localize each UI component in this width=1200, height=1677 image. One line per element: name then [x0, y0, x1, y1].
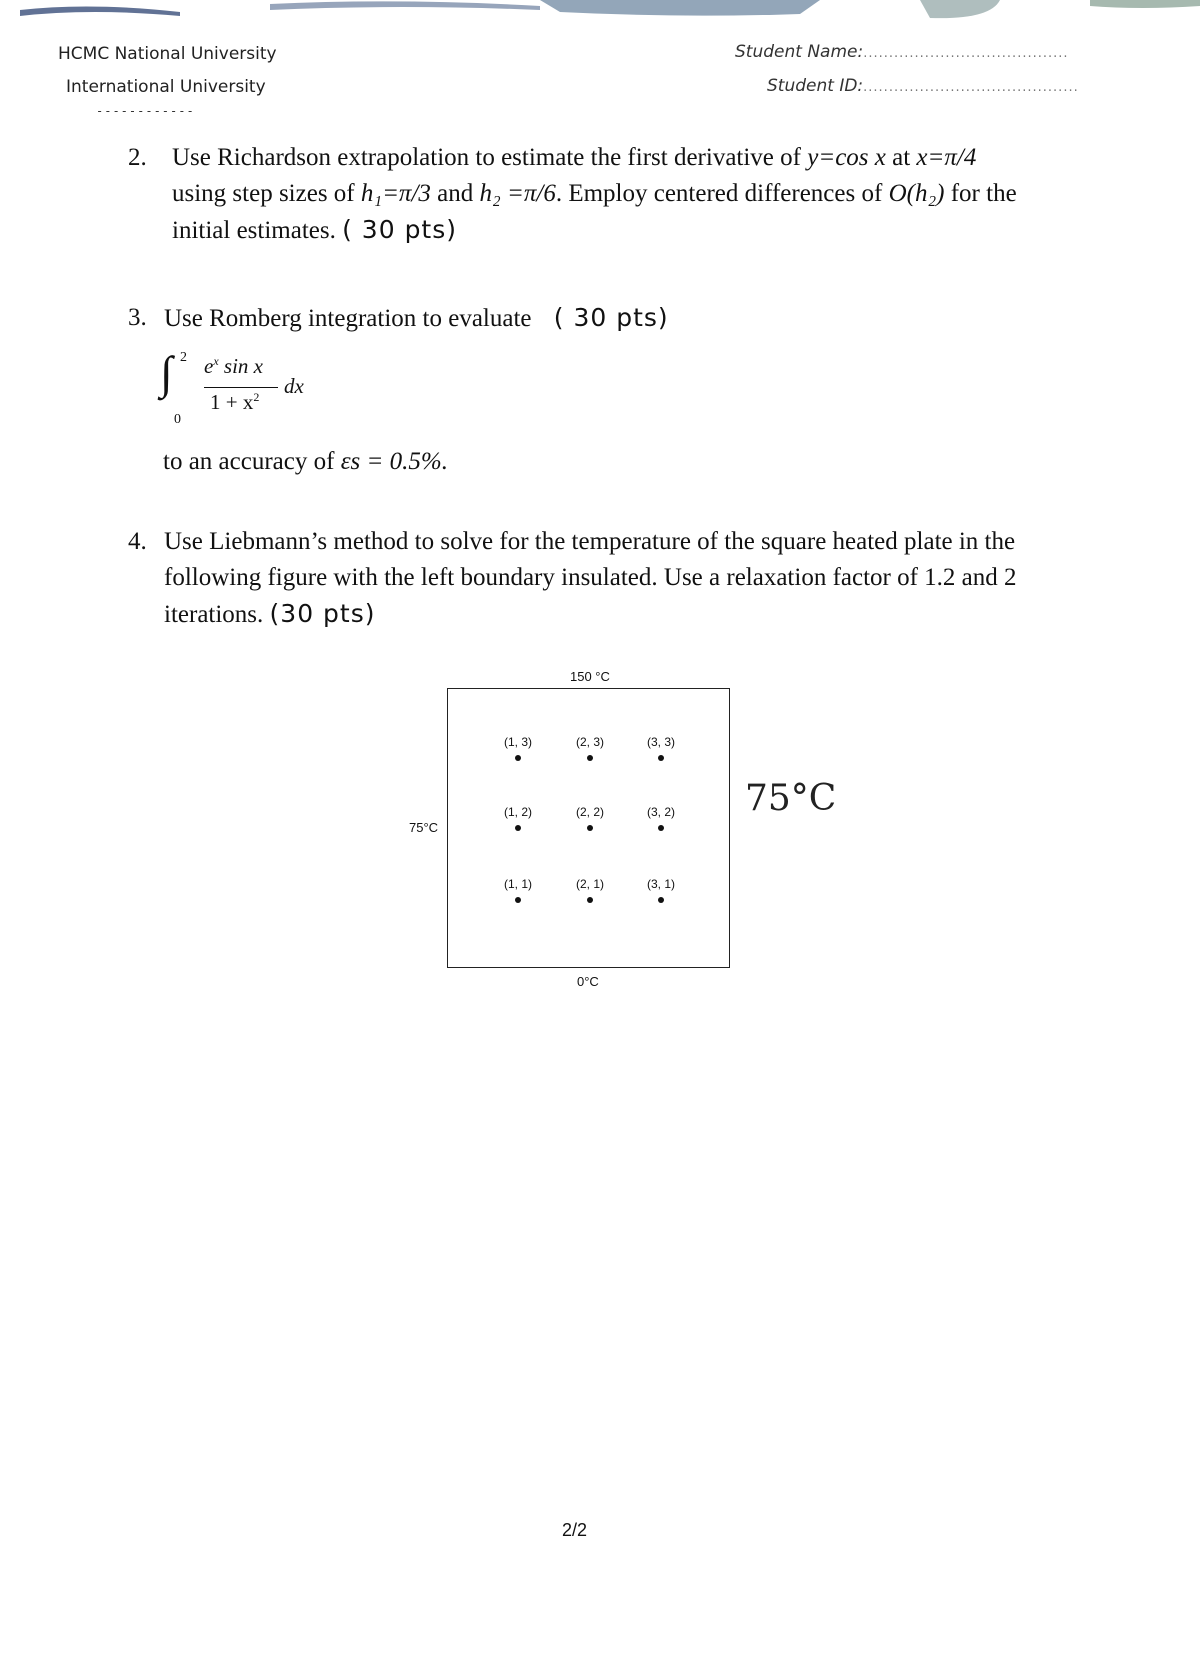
integral-upper-limit: 2 — [180, 350, 187, 365]
q2-h1: h₁=π/3 — [360, 180, 431, 207]
node-dot — [515, 755, 521, 761]
q2-text: . Employ centered differences of — [555, 180, 889, 207]
q2-point: x=π/4 — [916, 144, 977, 171]
left-boundary-temp: 75°C — [409, 820, 439, 835]
grid-node — [641, 877, 681, 907]
node-label: (2, 2) — [575, 805, 604, 819]
page-number: 2/2 — [562, 1520, 588, 1540]
integrand-denominator — [210, 390, 259, 415]
node-label: (1, 3) — [503, 735, 532, 749]
numerator-rest: sin x — [218, 354, 263, 378]
node-dot — [658, 825, 664, 831]
grid-node — [570, 735, 610, 765]
scan-top-edge — [0, 0, 1200, 26]
q2-points-handwritten: ( 30 pts) — [342, 215, 458, 244]
header-dash-rule: ------------ — [96, 104, 195, 118]
node-dot — [658, 897, 664, 903]
integral-lower-limit: 0 — [174, 412, 181, 427]
q3-text: Use Romberg integration to evaluate — [164, 305, 532, 332]
grid-node — [641, 735, 681, 765]
node-dot — [515, 897, 521, 903]
university-line1: HCMC National University — [58, 44, 277, 64]
numerator-exponent: x — [213, 354, 219, 368]
node-label: (3, 1) — [646, 877, 675, 891]
university-line2: International University — [66, 77, 266, 97]
grid-node — [498, 735, 538, 765]
question-4 — [128, 524, 1088, 644]
node-dot — [587, 755, 593, 761]
denominator-base: 1 + x — [210, 390, 254, 414]
integrand-numerator — [204, 354, 263, 379]
q3-accuracy-text: to an accuracy of — [163, 448, 341, 475]
q2-function: y=cos x — [807, 144, 886, 171]
q4-line: following figure with the left boundary insulated. Use a relaxation factor of 1.2 and 2 — [164, 564, 1017, 591]
grid-node — [641, 805, 681, 835]
q2-h2: h₂ =π/6 — [479, 180, 556, 207]
node-label: (2, 1) — [575, 877, 604, 891]
question-number: 2. — [128, 144, 147, 171]
student-name-label: Student Name: — [735, 42, 864, 62]
question-number: 4. — [128, 528, 147, 555]
node-dot — [587, 897, 593, 903]
node-label: (3, 2) — [646, 805, 675, 819]
university-header — [58, 38, 277, 104]
q4-line: Use Liebmann’s method to solve for the temperature of the square heated plate in the — [164, 528, 1016, 555]
q2-order: O(h₂) — [888, 180, 945, 207]
node-dot — [587, 825, 593, 831]
question-3 — [128, 300, 1088, 340]
grid-node — [498, 877, 538, 907]
top-boundary-temp: 150 °C — [570, 669, 610, 684]
q4-points-handwritten: (30 pts) — [269, 599, 376, 628]
q3-points-handwritten: ( 30 pts) — [553, 303, 669, 332]
q3-accuracy-value: εs = 0.5%. — [340, 448, 448, 475]
q2-text: initial estimates. — [172, 217, 336, 244]
q4-line: iterations. — [164, 601, 264, 628]
grid-node — [570, 805, 610, 835]
denominator-exponent: 2 — [253, 390, 260, 404]
bottom-boundary-temp: 0°C — [577, 974, 599, 989]
student-id-blank: .......................................... — [863, 80, 1079, 95]
node-label: (1, 1) — [503, 877, 532, 891]
handwritten-right-boundary-temp: 75°C — [745, 778, 837, 819]
node-label: (1, 2) — [503, 805, 532, 819]
grid-node — [570, 877, 610, 907]
q3-accuracy — [163, 444, 763, 484]
fraction-bar — [204, 387, 278, 388]
q2-text: for the — [944, 180, 1017, 207]
student-name-blank: ........................................ — [863, 46, 1069, 61]
romberg-integral — [160, 347, 360, 432]
integral-sign: ∫ — [160, 347, 173, 398]
integral-differential: dx — [284, 374, 304, 398]
student-info — [735, 42, 1079, 110]
node-dot — [515, 825, 521, 831]
student-id-label: Student ID: — [767, 76, 864, 96]
node-dot — [658, 755, 664, 761]
question-2 — [128, 140, 1088, 260]
question-number: 3. — [128, 304, 147, 331]
q2-text: and — [430, 180, 480, 207]
q2-text: using step sizes of — [172, 180, 361, 207]
node-label: (2, 3) — [575, 735, 604, 749]
q2-text: at — [885, 144, 917, 171]
q2-text: Use Richardson extrapolation to estimate the first derivative of — [172, 144, 808, 171]
numerator-base: e — [204, 354, 214, 378]
node-label: (3, 3) — [646, 735, 675, 749]
grid-node — [498, 805, 538, 835]
